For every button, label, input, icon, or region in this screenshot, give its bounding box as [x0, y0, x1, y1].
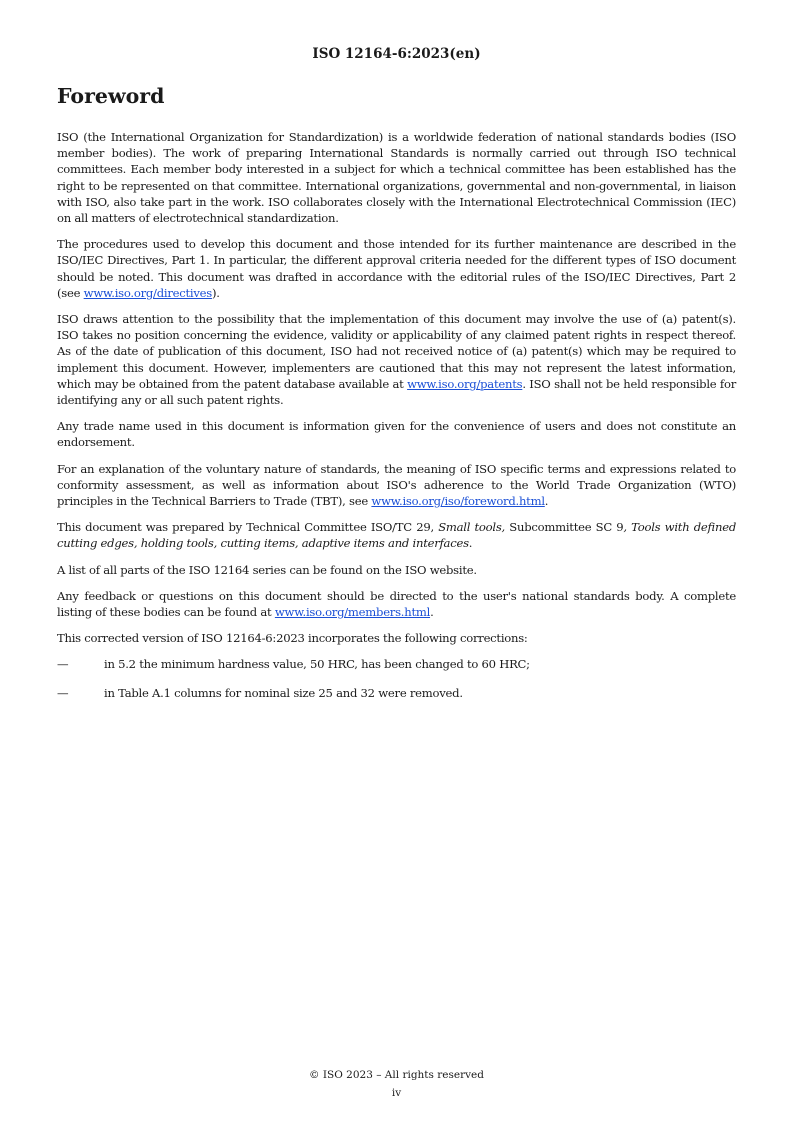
paragraph-series-list: A list of all parts of the ISO 12164 series can be found on the ISO website. [57, 562, 477, 577]
paragraph-text: The procedures used to develop this document and those intended for its further maintenance are described in the ISO/IEC Directives, Part 1. In particular, the different approval criteria needed for the different types of ISO document should be noted. This document was drafted in accordance with the editorial rules of the ISO/IEC Directives, Part 2 (see [57, 237, 736, 300]
foreword-body [57, 129, 736, 713]
paragraph-iso-intro: ISO (the International Organization for Standardization) is a worldwide federation of national standards bodies (ISO member bodies). The work of preparing International Standards is normally carried out through ISO technical committees. Each member body interested in a subject for which a technical committee has been established has the right to be represented on that committee. International organizations, governmental and non-governmental, in liaison with ISO, also take part in the work. ISO collaborates closely with the International Electrotechnical Commission (IEC) on all matters of electrotechnical standardization. [57, 130, 736, 226]
page-title: Foreword [57, 84, 165, 108]
page-number: iv [391, 1087, 402, 1099]
paragraph-text: . ISO shall not be held responsible for identifying any or all such patent rights. [57, 376, 736, 408]
patents-link[interactable]: www.iso.org/patents [407, 376, 523, 391]
paragraph-text: Any feedback or questions on this document should be directed to the user's national standards body. A complete listing of these bodies can be found at [57, 588, 736, 620]
paragraph-text: ISO draws attention to the possibility that the implementation of this document may involve the use of (a) patent(s). ISO takes no position concerning the evidence, validity or applicability of any claimed patent rights in respect thereof. As of the date of publication of this document, ISO had not received notice of (a) patent(s) which may be required to implement this document. However, implementers are cautioned that this may not represent the latest information, which may be obtained from the patent database available at [57, 312, 736, 391]
document-id-header: ISO 12164-6:2023(en) [312, 46, 481, 62]
committee-title-italic: Small tools, [438, 520, 505, 535]
paragraph-voluntary-nature [57, 461, 736, 510]
correction-text: in Table A.1 columns for nominal size 25 and 32 were removed. [104, 685, 463, 700]
paragraph-patents [57, 311, 736, 408]
paragraph-feedback [57, 588, 736, 620]
paragraph-text: This document was prepared by Technical Committee ISO/TC 29, [57, 520, 439, 535]
dash-bullet: — [57, 685, 69, 700]
directives-link[interactable]: www.iso.org/directives [83, 285, 212, 300]
subcommittee-title-italic: , Tools with defined cutting edges, holding tools, cutting items, adaptive items and interfaces [57, 520, 736, 551]
paragraph-procedures [57, 236, 736, 301]
dash-bullet: — [57, 657, 69, 672]
members-link[interactable]: www.iso.org/members.html [274, 605, 431, 620]
paragraph-text: Subcommittee SC 9 [505, 520, 624, 535]
paragraph-text: . [430, 605, 434, 620]
paragraph-corrections-intro: This corrected version of ISO 12164-6:2023 incorporates the following corrections: [57, 631, 528, 646]
correction-item [57, 656, 736, 672]
paragraph-text: ). [211, 285, 220, 300]
paragraph-committee [57, 519, 736, 551]
paragraph-trade-name: Any trade name used in this document is information given for the convenience of users and does not constitute an endorsement. [57, 419, 736, 450]
foreword-link[interactable]: www.iso.org/iso/foreword.html [371, 494, 545, 509]
page-footer [0, 1066, 793, 1102]
copyright-notice: © ISO 2023 – All rights reserved [309, 1069, 484, 1081]
paragraph-text: . [468, 536, 473, 551]
correction-item [57, 685, 736, 701]
correction-text: in 5.2 the minimum hardness value, 50 HRC, has been changed to 60 HRC; [104, 657, 530, 672]
paragraph-text: . [544, 494, 549, 509]
paragraph-text: For an explanation of the voluntary nature of standards, the meaning of ISO specific terms and expressions related to conformity assessment, as well as information about ISO's adherence to the World Trade Organization (WTO) principles in the Technical Barriers to Trade (TBT), see [57, 461, 736, 509]
